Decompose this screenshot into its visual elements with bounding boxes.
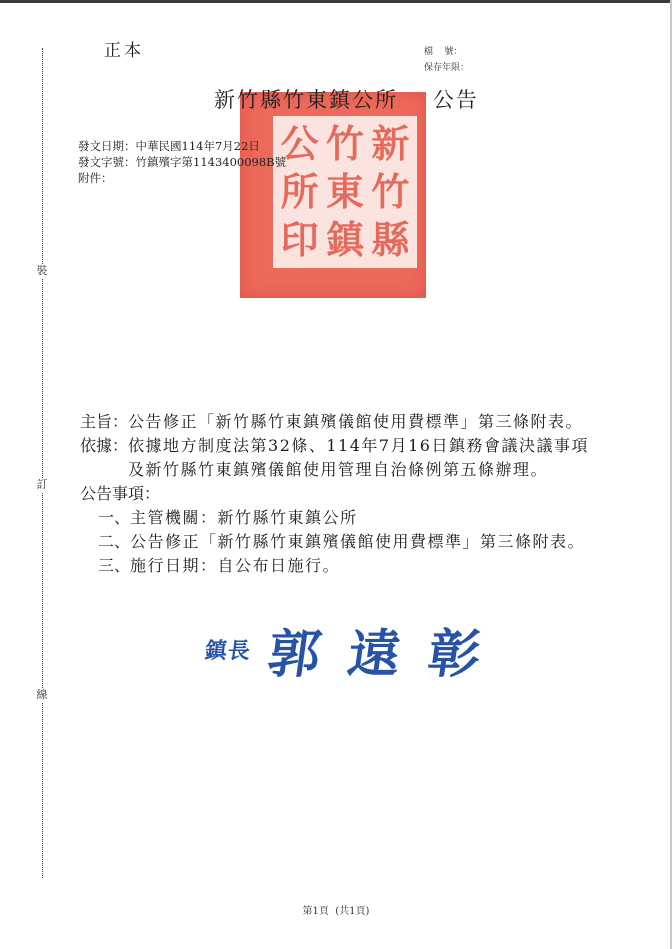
seal-char: 公 xyxy=(280,122,319,166)
announcement-items-label: 公告事項： xyxy=(80,484,161,503)
seal-inner-field xyxy=(273,116,417,268)
file-number-label: 檔 號： xyxy=(424,47,463,57)
seal-char: 竹 xyxy=(371,170,410,214)
retention-period-label: 保存年限： xyxy=(424,63,470,73)
issue-date-row xyxy=(78,138,286,154)
item-number: 三、 xyxy=(98,556,131,575)
announcement-item xyxy=(80,530,600,554)
item-number: 二、 xyxy=(98,532,131,551)
issue-info xyxy=(78,138,286,186)
signature-title: 鎮長 xyxy=(203,637,253,664)
attachment-row xyxy=(78,170,286,186)
signature-name: 郭遠彰 xyxy=(264,623,513,685)
item-text: 施行日期：自公布日施行。 xyxy=(130,556,341,575)
binding-mark-zhuang: 裝 xyxy=(34,264,50,278)
binding-mark-ding: 訂 xyxy=(34,478,50,492)
seal-char: 竹 xyxy=(326,122,365,166)
subject-row xyxy=(80,410,600,434)
mayor-signature xyxy=(203,614,513,685)
scan-top-edge xyxy=(0,0,672,3)
document-title: 新竹縣竹東鎮公所 公告 xyxy=(214,88,479,112)
seal-char: 新 xyxy=(371,122,410,166)
basis-label: 依據： xyxy=(80,436,129,455)
announcement-item xyxy=(80,506,600,530)
seal-char: 所 xyxy=(280,170,319,214)
seal-char: 印 xyxy=(280,218,319,262)
official-seal xyxy=(240,92,426,298)
announcement-body xyxy=(80,410,600,578)
subject-label: 主旨： xyxy=(80,412,129,431)
page-number: 第1頁 (共1頁) xyxy=(302,906,370,917)
item-number: 一、 xyxy=(98,508,131,527)
basis-row xyxy=(80,434,600,482)
issue-date-value: 中華民國114年7月22日 xyxy=(135,139,260,153)
seal-characters xyxy=(277,120,413,264)
file-meta xyxy=(424,44,469,76)
binding-mark-xian: 線 xyxy=(34,688,50,702)
announcement-item xyxy=(80,554,600,578)
attachment-label: 附件： xyxy=(78,171,113,185)
issue-date-label: 發文日期： xyxy=(78,139,136,153)
original-copy-label: 正本 xyxy=(104,41,144,61)
item-text: 主管機關：新竹縣竹東鎮公所 xyxy=(130,508,358,527)
item-text: 公告修正「新竹縣竹東鎮殯儀館使用費標準」第三條附表。 xyxy=(130,532,586,551)
seal-char: 鎮 xyxy=(326,218,365,262)
seal-char: 縣 xyxy=(371,218,410,262)
seal-char: 東 xyxy=(326,170,365,214)
issue-number-label: 發文字號： xyxy=(78,155,136,169)
basis-text: 依據地方制度法第32條、114年7月16日鎮務會議決議事項及新竹縣竹東鎮殯儀館使用管理自治條例第五條辦理。 xyxy=(128,436,589,479)
binding-line xyxy=(42,48,43,878)
subject-text: 公告修正「新竹縣竹東鎮殯儀館使用費標準」第三條附表。 xyxy=(128,412,584,431)
issue-number-value: 竹鎮殯字第1143400098B號 xyxy=(135,155,287,169)
issue-number-row xyxy=(78,154,286,170)
